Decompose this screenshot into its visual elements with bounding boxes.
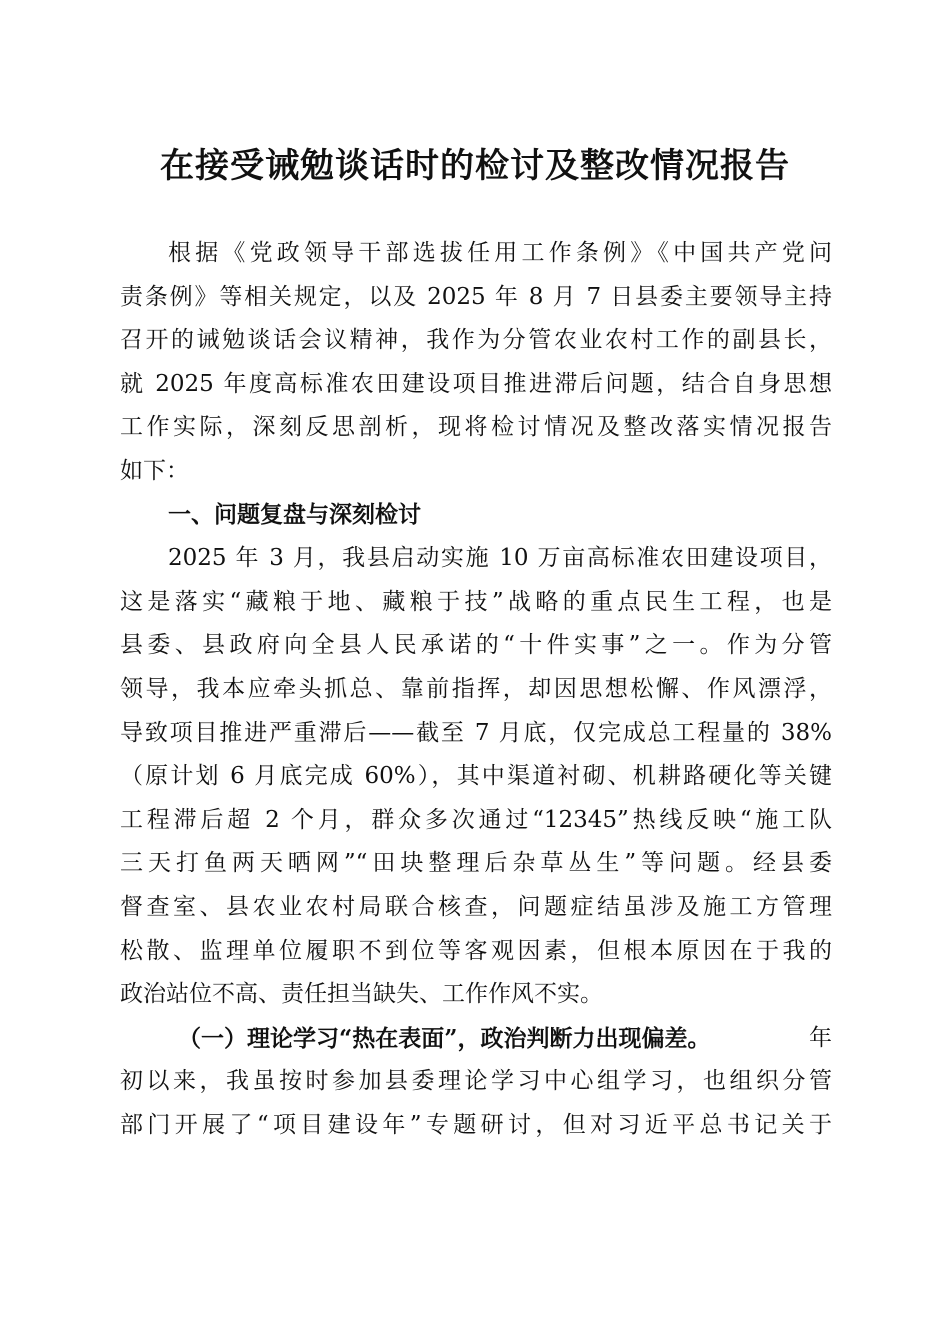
subsection-first-line: [120, 1017, 832, 1061]
section1-line: 政治站位不高、责任担当缺失、工作作风不实。: [120, 981, 603, 1008]
section1-line: （原计划 6 月底完成 60%），其中渠道衬砌、机耕路硬化等关键: [120, 763, 832, 790]
document-body: [120, 232, 832, 1147]
intro-line: 根据《党政领导干部选拔任用工作条例》《中国共产党问: [168, 240, 832, 266]
document-title: 在接受诫勉谈话时的检讨及整改情况报告: [160, 146, 790, 186]
section1-line: 县委、县政府向全县人民承诺的“十件实事”之一。作为分管: [120, 632, 832, 659]
intro-line: 就 2025 年度高标准农田建设项目推进滞后问题，结合自身思想: [120, 370, 832, 397]
section1-line: 2025 年 3 月，我县启动实施 10 万亩高标准农田建设项目，: [168, 545, 832, 572]
intro-line: 工作实际，深刻反思剖析，现将检讨情况及整改落实情况报告: [120, 414, 832, 441]
section1-line: 这是落实“藏粮于地、藏粮于技”战略的重点民生工程，也是: [120, 588, 832, 615]
subsection-line: 部门开展了“项目建设年”专题研讨，但对习近平总书记关于: [120, 1111, 832, 1138]
subsection-text: 年: [809, 1024, 832, 1051]
subsection-line: 初以来，我虽按时参加县委理论学习中心组学习，也组织分管: [120, 1068, 832, 1095]
section-heading: 一、问题复盘与深刻检讨: [168, 501, 421, 528]
section1-line: 督查室、县农业农村局联合核查，问题症结虽涉及施工方管理: [120, 893, 832, 920]
intro-line: 如下：: [120, 457, 189, 484]
intro-line: 召开的诫勉谈话会议精神，我作为分管农业农村工作的副县长，: [120, 327, 832, 354]
section1-line: 导致项目推进严重滞后——截至 7 月底，仅完成总工程量的 38%: [120, 719, 832, 746]
section1-line: 三天打鱼两天晒网”“田块整理后杂草丛生”等问题。经县委: [120, 850, 832, 877]
subsection-heading: （一）理论学习“热在表面”，政治判断力出现偏差。: [178, 1024, 711, 1052]
section1-line: 松散、监理单位履职不到位等客观因素，但根本原因在于我的: [120, 937, 832, 964]
intro-line: 责条例》等相关规定，以及 2025 年 8 月 7 日县委主要领导主持: [120, 283, 832, 310]
section1-line: 领导，我本应牵头抓总、靠前指挥，却因思想松懈、作风漂浮，: [120, 675, 832, 702]
section1-line: 工程滞后超 2 个月，群众多次通过“12345”热线反映“施工队: [120, 806, 832, 833]
